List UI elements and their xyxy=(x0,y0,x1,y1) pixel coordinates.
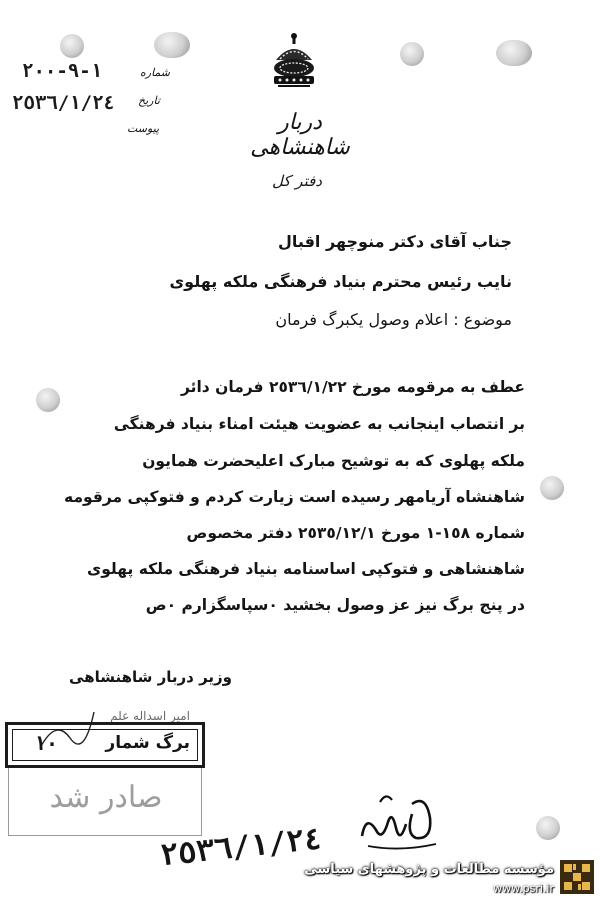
body-line: ملکه پهلوی که به توشیح مبارک اعلیحضرت همایون xyxy=(142,452,525,470)
punch-hole xyxy=(536,816,560,840)
issued-stamp xyxy=(8,768,202,836)
recipient-name: جناب آقای دکتر منوچهر اقبال xyxy=(278,232,512,251)
body-line: عطف به مرقومه مورخ ٢٥٣٦/١/٢٢ فرمان دائر xyxy=(181,378,525,396)
footer-url: www.psri.ir xyxy=(493,882,554,895)
institute-logo-icon xyxy=(560,860,594,894)
attachment-label: پیوست xyxy=(127,122,160,135)
letter-number: ١-٩-٢٠٠ xyxy=(22,60,103,82)
crown-emblem-icon xyxy=(268,30,320,92)
letter-date: ٢٥٣٦/١/٢٤ xyxy=(12,92,115,114)
page-count-stamp xyxy=(5,722,205,768)
body-line: شماره ١٥٨-١ مورخ ٢٥٣٥/١٢/١ دفتر مخصوص xyxy=(186,524,525,542)
stamp-label: برگ شمار xyxy=(105,733,190,753)
body-line: شاهنشاه آریامهر رسیده است زیارت کردم و فتوکپی مرقومه xyxy=(64,488,525,506)
handwritten-date: ٢٥٣٦/١/٢٤ xyxy=(158,821,324,874)
recipient-position: نایب رئیس محترم بنیاد فرهنگی ملکه پهلوی xyxy=(169,272,512,291)
issued-text: صادر شد xyxy=(49,780,163,815)
punch-hole xyxy=(36,388,60,412)
date-label: تاریخ xyxy=(138,94,160,107)
body-line: شاهنشاهی و فتوکپی اساسنامه بنیاد فرهنگی ملکه پهلوی xyxy=(87,560,525,578)
body-line: در پنج برگ نیز عز وصول بخشید ٠سپاسگزارم ٠ص xyxy=(145,596,525,614)
handwritten-signature-icon xyxy=(356,784,444,854)
stamp-value: ١٠ xyxy=(34,731,59,755)
letter-subject: موضوع : اعلام وصول یکبرگ فرمان xyxy=(275,310,512,329)
punch-hole xyxy=(496,40,532,66)
signer-name: امیر اسداله علم xyxy=(110,709,190,723)
number-label: شماره xyxy=(140,66,171,79)
punch-hole xyxy=(400,42,424,66)
court-title: دربار شاهنشاهی xyxy=(250,110,350,160)
signer-title: وزیر دربار شاهنشاهی xyxy=(69,668,232,686)
body-line: بر انتصاب اینجانب به عضویت هیئت امناء بنیاد فرهنگی xyxy=(113,415,525,433)
punch-hole xyxy=(60,34,84,58)
footer-institute-name: مؤسسه مطالعات و پژوهشهای سیاسی xyxy=(304,862,554,877)
punch-hole xyxy=(540,476,564,500)
punch-hole xyxy=(154,32,190,58)
office-label: دفتر کل xyxy=(272,172,322,190)
